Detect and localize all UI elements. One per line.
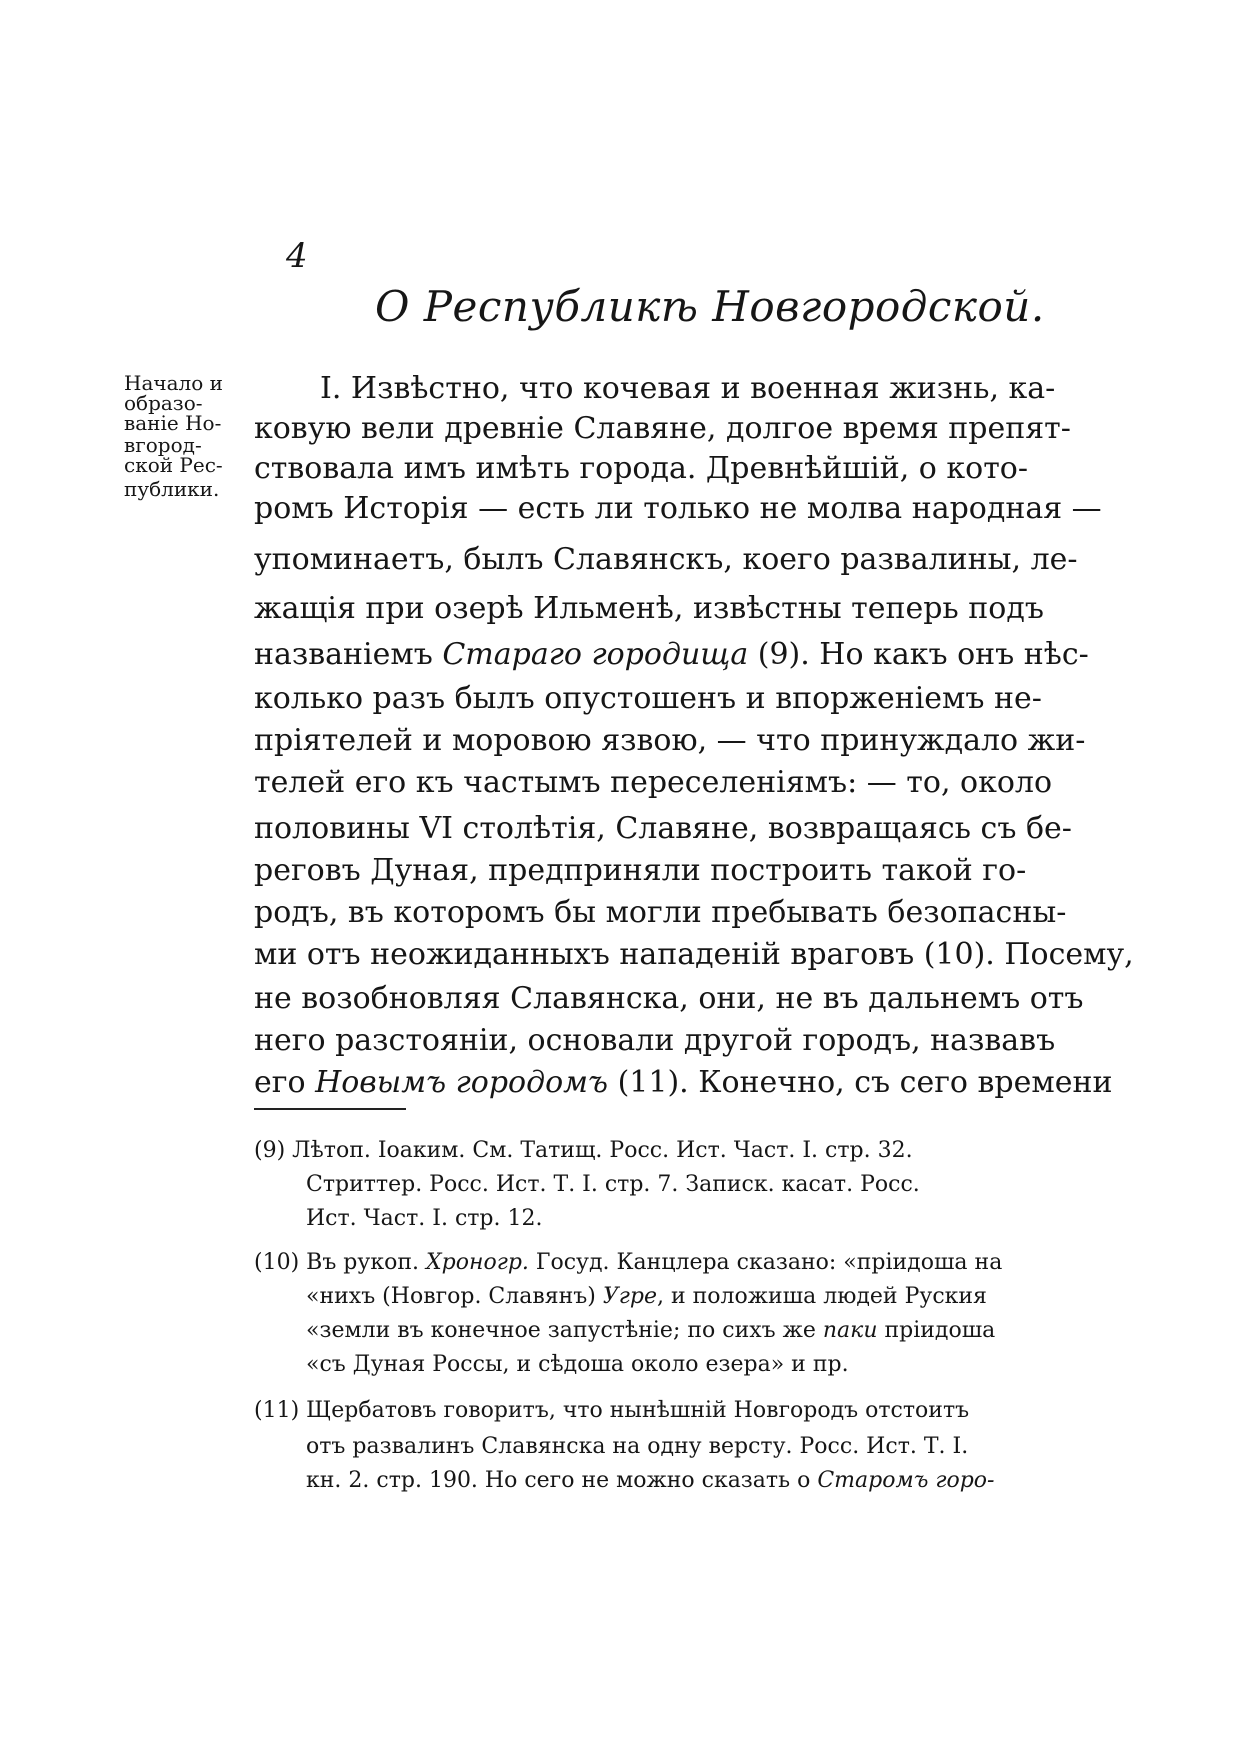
text-run: ромъ Исторія — есть ли только не молва народная — [254,491,1102,526]
text-run: пріидоша [877,1318,996,1343]
text-run: пріятелей и моровою язвою, — что принуждало жи- [254,723,1086,758]
text-run: половины VI столѣтія, Славяне, возвращаясь съ бе- [254,811,1072,846]
text-run: (9). Но какъ онъ нѣс- [748,637,1089,672]
margin-note-line: Начало и [124,371,223,395]
footnote-line [254,1252,1002,1274]
footnote-line [306,1208,543,1230]
text-run: , и положиша людей Руския [656,1284,987,1309]
text-run: него разстояніи, основали другой городъ, назвавъ [254,1023,1056,1058]
footnote-line [306,1286,987,1308]
text-run: Госуд. Канцлера сказано: «пріидоша на [528,1250,1003,1275]
body-line [254,937,1134,972]
text-run: отъ развалинъ Славянска на одну версту. Росс. Ист. Т. I. [306,1434,969,1459]
text-run-italic: Хроногр. [425,1250,529,1275]
body-line [254,1023,1056,1058]
text-run: ствовала имъ имѣть города. Древнѣйшій, о кото- [254,451,1028,486]
footnote-line [306,1320,995,1342]
text-run-italic: паки [822,1318,878,1343]
margin-note-line: ваніе Но- [124,411,222,435]
text-run: (11) Щербатовъ говоритъ, что нынѣшній Новгородъ отстоитъ [254,1398,970,1423]
text-run: ковую вели древніе Славяне, долгое время препят- [254,411,1071,446]
margin-note-line: публики. [124,477,220,501]
text-run: не возобновляя Славянска, они, не въ дальнемъ отъ [254,981,1084,1016]
body-line [254,853,1027,888]
body-line [254,765,1053,800]
text-run: упоминаетъ, былъ Славянскъ, коего развалины, ле- [254,542,1078,577]
body-line [254,895,1067,930]
body-line [320,371,1056,406]
footnote-line [306,1470,994,1492]
body-line [254,1065,1113,1100]
footnote-line [306,1436,968,1458]
text-run: (9) Лѣтоп. Іоаким. См. Татищ. Росс. Ист. Част. I. стр. 32. [254,1138,913,1163]
text-run: «земли въ конечное запустѣніе; по сихъ же [306,1318,823,1343]
footnote-line [306,1354,849,1376]
body-line [254,811,1072,846]
margin-note-line: вгород- [124,433,202,457]
body-line [254,411,1071,446]
body-line [254,723,1086,758]
text-run: Ист. Част. I. стр. 12. [306,1206,543,1231]
text-run: «нихъ (Новгор. Славянъ) [306,1284,603,1309]
body-line [254,637,1089,672]
body-line [254,491,1102,526]
text-run: I. Извѣстно, что кочевая и военная жизнь, ка- [320,371,1056,406]
page-title: О Республикѣ Новгородской. [375,282,1045,331]
text-run: его [254,1065,316,1100]
footnote-divider [254,1108,406,1110]
footnote-line [254,1400,969,1422]
text-run: родъ, въ которомъ бы могли пребывать безопасны- [254,895,1067,930]
margin-note-line: ской Рес- [124,453,223,477]
footnote-line [254,1140,913,1162]
text-run: телей его къ частымъ переселеніямъ: — то, около [254,765,1053,800]
text-run: ми отъ неожиданныхъ нападеній враговъ (10). Посему, [254,937,1134,972]
text-run-italic: Старомъ горо- [817,1468,995,1493]
text-run-italic: Новымъ городомъ [315,1065,609,1100]
body-line [254,591,1044,626]
body-line [254,451,1028,486]
text-run: (10) Въ рукоп. [254,1250,426,1275]
text-run: (11). Конечно, съ сего времени [608,1065,1113,1100]
text-run: Стриттер. Росс. Ист. Т. I. стр. 7. Записк. касат. Росс. [306,1172,920,1197]
body-line [254,542,1078,577]
text-run: колько разъ былъ опустошенъ и впорженіемъ не- [254,681,1042,716]
text-run: реговъ Дуная, предприняли построить такой го- [254,853,1027,888]
margin-note-line: образо- [124,391,203,415]
text-run: кн. 2. стр. 190. Но сего не можно сказать о [306,1468,818,1493]
page-number: 4 [286,236,308,276]
footnote-line [306,1174,920,1196]
text-run: названіемъ [254,637,443,672]
text-run-italic: Угре [602,1284,657,1309]
body-line [254,981,1084,1016]
text-run-italic: Стараго городища [442,637,749,672]
body-line [254,681,1042,716]
text-run: жащія при озерѣ Ильменѣ, извѣстны теперь подъ [254,591,1044,626]
text-run: «съ Дуная Россы, и сѣдоша около езера» и пр. [306,1352,849,1377]
